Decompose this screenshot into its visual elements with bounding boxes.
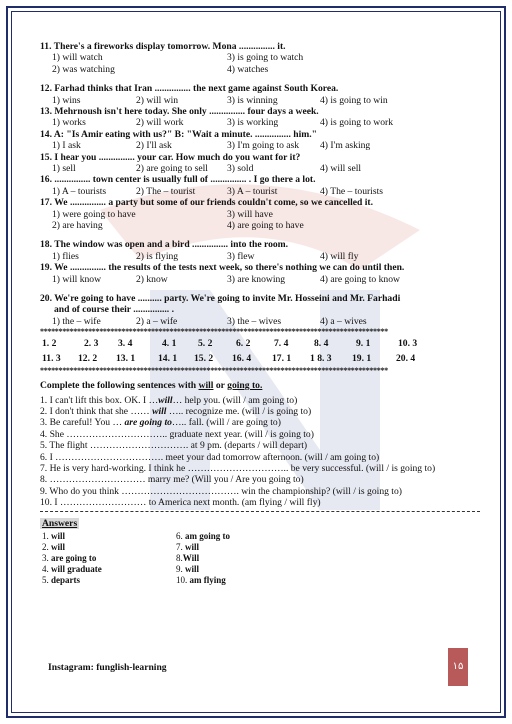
- question-stem: We ............... the results of the tests next week, so there's nothing we can do until then.: [54, 262, 405, 274]
- section-title: [40, 380, 480, 391]
- question-stem: ............... town center is usually full of ............... . I go there a lot.: [54, 174, 316, 186]
- exercise-item: [40, 497, 480, 508]
- answers-title: Answers: [42, 517, 78, 529]
- key-item: 3. 4: [118, 338, 133, 350]
- option: 1) were going to have: [52, 208, 136, 220]
- exercise-item: [40, 395, 480, 406]
- question-number: 12.: [40, 83, 52, 95]
- section-title-text: Complete the following sentences with: [40, 380, 199, 392]
- option: 1) I ask: [52, 140, 81, 152]
- answer-item: 9. will: [176, 564, 200, 575]
- option: 2) was watching: [52, 63, 115, 75]
- exercise-text: ….. recognize me. (will / is going to): [166, 405, 312, 417]
- section-title-going-to: going to.: [227, 380, 263, 392]
- question-11: [40, 41, 480, 75]
- key-item: 19. 1: [352, 353, 372, 365]
- question-stem: The window was open and a bird ............... into the room.: [54, 239, 289, 251]
- option: 4) will sell: [320, 162, 362, 174]
- option: 1) flies: [52, 250, 79, 262]
- exercise-text: 3. Be careful! You …: [40, 417, 125, 429]
- question-number: 20.: [40, 292, 52, 304]
- key-item: 13. 1: [116, 353, 136, 365]
- section-title-or: or: [213, 380, 228, 392]
- answer-item: 10. am flying: [176, 575, 226, 586]
- option: 3) flew: [227, 250, 255, 262]
- question-number: 14.: [40, 128, 52, 140]
- question-number: 13.: [40, 105, 52, 117]
- question-18: [40, 239, 480, 262]
- key-item: 14. 1: [158, 353, 178, 365]
- answer-item: 6. am going to: [176, 531, 230, 542]
- exercise-text: 6. I ……………………………. meet your dad tomorrow afternoon. (will / am going to): [40, 451, 380, 463]
- exercise-list: [40, 395, 480, 509]
- question-number: 18.: [40, 239, 52, 251]
- exercise-text: 10. I ……………………… to America next month. (am flying / will fly): [40, 497, 321, 509]
- option: 2) are having: [52, 219, 103, 231]
- option: 4) is going to win: [320, 94, 388, 106]
- option: 1) works: [52, 117, 86, 129]
- exercise-text: ….. fall. (will / are going to): [171, 417, 281, 429]
- option: 2) know: [136, 273, 168, 285]
- exercise-fill: will: [158, 394, 173, 406]
- key-item: 5. 2: [198, 338, 213, 350]
- exercise-text: 9. Who do you think ………………………………. win the championship? (will / is going to): [40, 485, 402, 497]
- question-12: [40, 83, 480, 106]
- question-19: [40, 262, 480, 285]
- question-stem: There's a fireworks display tomorrow. Mona ............... it.: [53, 41, 286, 52]
- option: 4) are going to have: [227, 219, 304, 231]
- question-number: 17.: [40, 197, 52, 209]
- section-title-will: will: [198, 380, 214, 392]
- key-item: 20. 4: [396, 353, 416, 365]
- key-item: 17. 1: [272, 353, 292, 365]
- option: 4) I'm asking: [320, 140, 371, 152]
- answer-item: 3. are going to: [42, 553, 97, 564]
- option: 3) is going to watch: [227, 52, 304, 64]
- question-20: [40, 293, 480, 327]
- question-16: [40, 174, 480, 197]
- worksheet-content: [40, 41, 480, 587]
- option: 3) sold: [227, 162, 254, 174]
- answer-item: 5. departs: [42, 575, 80, 586]
- answer-item: 7. will: [176, 542, 200, 553]
- answer-item: 1. will: [42, 531, 66, 542]
- option: 1) the – wife: [52, 315, 101, 327]
- key-item: 1 8. 3: [310, 353, 332, 365]
- separator-stars: **********************************************************************************************: [40, 366, 388, 376]
- separator-stars: **********************************************************************************************: [40, 327, 388, 337]
- option: 3) is winning: [227, 94, 278, 106]
- option: 4) The – tourists: [320, 185, 383, 197]
- option: 2) will win: [136, 94, 179, 106]
- option: 4) is going to work: [320, 117, 394, 129]
- option: 2) The – tourist: [136, 185, 196, 197]
- exercise-text: 4. She ………………………….. graduate next year. (will / is going to): [40, 428, 314, 440]
- option: 3) A – tourist: [227, 185, 278, 197]
- question-stem: Mehrnoush isn't here today. She only ............... four days a week.: [54, 105, 319, 117]
- question-stem-continued: and of course their ............... .: [54, 304, 175, 316]
- answers-list: [40, 529, 480, 587]
- question-15: [40, 152, 480, 175]
- instagram-footer: Instagram: funglish-learning: [48, 662, 167, 673]
- question-list: [40, 41, 480, 327]
- key-item: 4. 1: [162, 338, 177, 350]
- exercise-item: [40, 486, 480, 497]
- answer-item: 4. will graduate: [42, 564, 102, 575]
- question-stem: We ............... a party but some of our friends couldn't come, so we cancelled it.: [54, 197, 374, 209]
- exercise-fill: will: [152, 405, 167, 417]
- key-item: 15. 2: [194, 353, 214, 365]
- page-number: ۱۵: [448, 648, 468, 686]
- question-number: 11.: [40, 41, 52, 52]
- option: 3) are knowing: [227, 273, 286, 285]
- key-item: 12. 2: [78, 353, 98, 365]
- exercise-item: [40, 452, 480, 463]
- key-item: 1. 2: [42, 338, 57, 350]
- option: 4) will fly: [320, 250, 359, 262]
- key-item: 8. 4: [314, 338, 329, 350]
- option: 1) wins: [52, 94, 81, 106]
- option: 1) will know: [52, 273, 102, 285]
- question-number: 15.: [40, 151, 52, 163]
- option: 1) A – tourists: [52, 185, 107, 197]
- question-number: 19.: [40, 262, 52, 274]
- exercise-text: … help you. (will / am going to): [172, 394, 298, 406]
- answer-item: 2. will: [42, 542, 66, 553]
- exercise-text: 7. He is very hard-working. I think he ………………………….. be very successful. (will / is going to): [40, 463, 436, 474]
- option: 2) a – wife: [136, 315, 178, 327]
- question-13: [40, 106, 480, 129]
- exercise-item: [40, 429, 480, 440]
- exercise-text: 2. I don't think that she ……: [40, 405, 153, 417]
- option: 2) will work: [136, 117, 184, 129]
- option: 4) watches: [227, 63, 269, 75]
- option: 2) I'll ask: [136, 140, 172, 152]
- option: 1) will watch: [52, 52, 103, 64]
- key-item: 2. 3: [84, 338, 99, 350]
- divider: [40, 511, 480, 512]
- exercise-fill: are going to: [124, 417, 172, 429]
- answer-item: 8.Will: [176, 553, 200, 564]
- answer-key-row-2: [40, 351, 480, 366]
- option: 2) is flying: [136, 250, 179, 262]
- question-17: [40, 197, 480, 231]
- exercise-item: [40, 440, 480, 451]
- option: 3) I'm going to ask: [227, 140, 300, 152]
- option: 4) a – wives: [320, 315, 367, 327]
- option: 3) the – wives: [227, 315, 282, 327]
- key-item: 11. 3: [42, 353, 61, 365]
- question-stem: A: "Is Amir eating with us?" B: "Wait a minute. ............... him.": [53, 128, 317, 140]
- exercise-item: [40, 417, 480, 428]
- option: 2) are going to sell: [136, 162, 208, 174]
- exercise-item: [40, 474, 480, 485]
- question-number: 16.: [40, 174, 52, 186]
- key-item: 16. 4: [232, 353, 252, 365]
- key-item: 10. 3: [398, 338, 418, 350]
- exercise-item: [40, 406, 480, 417]
- question-stem: I hear you ............... your car. How much do you want for it?: [54, 151, 301, 163]
- option: 3) will have: [227, 208, 273, 220]
- exercise-text: 8. ………………………… marry me? (Will you / Are you going to): [40, 474, 304, 486]
- exercise-item: [40, 463, 480, 474]
- question-stem: We're going to have .......... party. We're going to invite Mr. Hosseini and Mr. Farhadi: [54, 292, 401, 304]
- answer-key-row-1: [40, 336, 480, 351]
- exercise-text: 1. I can't lift this box. OK. I …: [40, 394, 159, 406]
- key-item: 9. 1: [356, 338, 371, 350]
- question-14: [40, 129, 480, 152]
- question-stem: Farhad thinks that Iran ............... the next game against South Korea.: [54, 83, 339, 95]
- option: 3) is working: [227, 117, 279, 129]
- option: 4) are going to know: [320, 273, 400, 285]
- option: 1) sell: [52, 162, 76, 174]
- key-item: 6. 2: [236, 338, 251, 350]
- exercise-text: 5. The flight …………………………. at 9 pm. (departs / will depart): [40, 440, 308, 452]
- key-item: 7. 4: [274, 338, 289, 350]
